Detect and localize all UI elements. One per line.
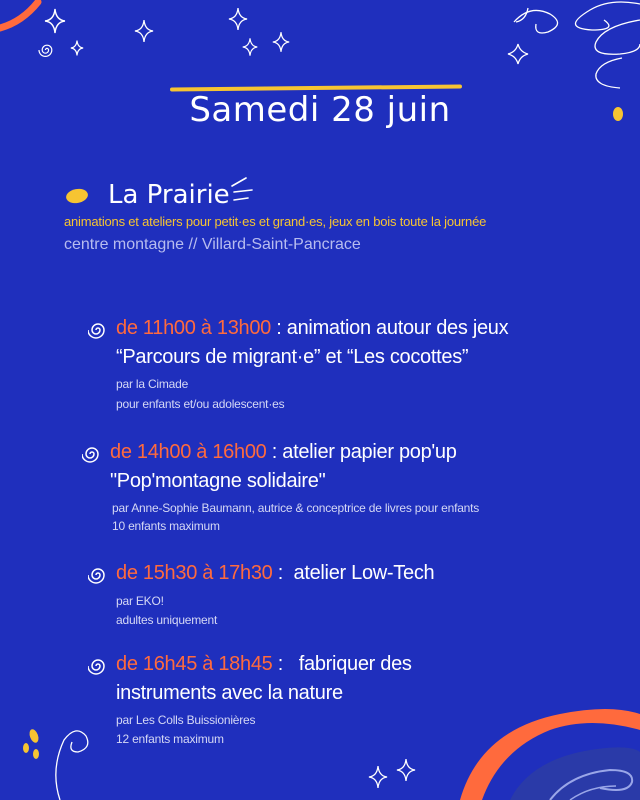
event-title: fabriquer des	[298, 653, 412, 675]
sparkle-icon	[242, 36, 258, 58]
bottom-right-swirl	[440, 690, 640, 800]
event-note: 10 enfants maximum	[112, 519, 220, 533]
event-title-line2: “Parcours de migrant·e” et “Les cocottes”	[116, 346, 469, 368]
event-time: de 15h30 à 17h30	[116, 562, 273, 584]
sparkle-icon	[134, 18, 154, 44]
event-by: par la Cimade	[116, 377, 189, 391]
sparkle-icon	[368, 764, 388, 790]
venue-name: La Prairie	[108, 180, 230, 210]
event-note: 12 enfants maximum	[116, 732, 224, 746]
sparkle-icon	[272, 30, 290, 54]
event-by: par EKO!	[116, 594, 164, 608]
event-note: adultes uniquement	[116, 613, 218, 627]
event-heading	[116, 650, 412, 678]
spiral-icon	[38, 42, 56, 58]
top-left-orange-swoosh	[0, 0, 60, 50]
event-time: de 14h00 à 16h00	[110, 441, 267, 463]
event-separator: :	[272, 653, 299, 675]
page-title: Samedi 28 juin	[189, 90, 451, 130]
event-title-line2: instruments avec la nature	[116, 682, 343, 704]
event-heading	[116, 559, 434, 587]
event-time: de 16h45 à 18h45	[116, 653, 273, 675]
spiral-icon	[88, 565, 108, 585]
event-note: pour enfants et/ou adolescent·es	[116, 397, 285, 411]
spiral-icon	[82, 444, 102, 464]
venue-description: animations et ateliers pour petit·es et grand·es, jeux en bois toute la journée	[64, 214, 487, 229]
spiral-icon	[88, 320, 108, 340]
event-heading	[110, 438, 457, 466]
sparkle-icon	[396, 756, 416, 784]
sparkle-icon	[70, 40, 84, 56]
event-separator: :	[266, 441, 283, 463]
event-heading	[116, 314, 508, 342]
event-separator: :	[271, 317, 287, 339]
bottom-left-swirl	[20, 700, 100, 800]
event-separator: :	[272, 562, 294, 584]
spiral-icon	[88, 656, 108, 676]
event-by: par Les Colls Buissionières	[116, 713, 256, 727]
event-title: animation autour des jeux	[286, 317, 509, 339]
event-title-line2: "Pop'montagne solidaire"	[110, 470, 326, 492]
accent-marks	[230, 176, 264, 204]
sparkle-icon	[44, 8, 66, 34]
event-time: de 11h00 à 13h00	[116, 317, 271, 339]
top-right-swirls	[500, 0, 640, 100]
event-by: par Anne-Sophie Baumann, autrice & conceptrice de livres pour enfants	[112, 501, 480, 515]
venue-dot	[65, 187, 89, 205]
venue-place: centre montagne // Villard-Saint-Pancrace	[64, 236, 361, 253]
sparkle-icon	[228, 6, 248, 32]
event-title: atelier Low-Tech	[293, 562, 435, 584]
event-title: atelier papier pop'up	[282, 441, 457, 463]
